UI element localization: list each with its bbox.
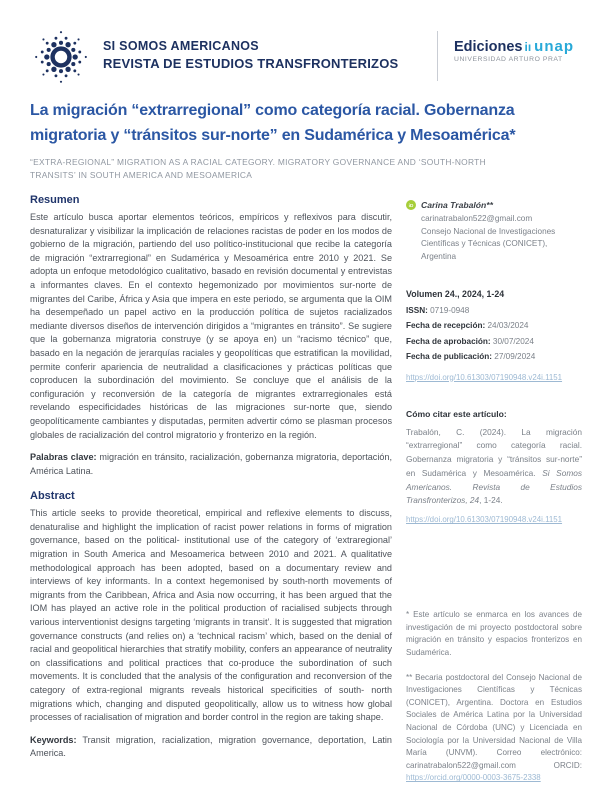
footnote-1: * Este artículo se enmarca en los avances de investigación de mi proyecto postdoctoral sobre migración en tránsito y espacios fronterizos en Sudamérica. [406, 610, 582, 658]
publisher-brand: unap [534, 38, 575, 55]
approval-line [406, 334, 582, 350]
publisher-name: Ediciones [454, 39, 523, 55]
reception-line [406, 318, 582, 334]
journal-sunburst-logo-icon [30, 26, 92, 88]
unap-mark-icon: iı [524, 40, 532, 54]
svg-text:iD: iD [408, 202, 414, 208]
how-to-cite [406, 409, 582, 526]
resumen-heading: Resumen [30, 194, 80, 206]
footnotes [406, 609, 582, 785]
orcid-icon[interactable] [406, 200, 416, 210]
orcid-link[interactable]: https://orcid.org/0000-0003-3675-2338 [406, 773, 541, 783]
journal-subtitle: REVISTA DE ESTUDIOS TRANSFRONTERIZOS [103, 56, 399, 71]
palabras-clave [30, 451, 392, 478]
publication-label: Fecha de publicación: [406, 352, 492, 361]
citation-journal-italic: Si Somos Americanos. Revista de Estudios Transfronterizos, 24 [406, 467, 582, 506]
journal-name: SI SOMOS AMERICANOS [103, 39, 259, 53]
cite-heading: Cómo citar este artículo: [406, 408, 507, 419]
keywords-label: Keywords: [30, 734, 77, 745]
palabras-clave-label: Palabras clave: [30, 452, 97, 463]
article-title-spanish: La migración “extrarregional” como categoría racial. Gobernanza migratoria y “tránsitos sur-norte” en Sudamérica y Mesoamérica* [30, 102, 516, 144]
footnote-2 [406, 672, 582, 785]
issn-line [406, 303, 582, 319]
citation-before: Trabalón, C. (2024). La migración “extrarregional” como categoría racial. Gobernanza migratoria y “tránsitos sur-norte” en Sudamérica y Mesoamérica. [406, 426, 582, 478]
abstract-column [30, 194, 392, 785]
citation-text [406, 426, 582, 509]
publisher-wordmark [454, 38, 582, 55]
approval-value: 30/07/2024 [492, 336, 534, 346]
content-columns [30, 194, 582, 785]
abstract-body: This article seeks to provide theoretical, empirical and reflexive elements to discuss, denaturalise and highlight the implication of racist power relations in forms of migration governance, based on the political- institutional use of the category of ‘extraregional’ migration in South America and Mesoamerica between 2010 and 2021. A qualitative methodological approach has been adopted, based on a documentary review and interviews of key informants. In a context hegemonised by south-north movements of migrants from the Caribbean, Africa and Asia now occurring, it has been argued that the IOM has played an active role in the political production of racialised subjects through various interventionist designs targeting ‘migrants in transit’. It is suggested that migration governance constructs (and relies on) a ‘technical racism’ which, based on the denial of racial and geopolitical hierarchies that stratify mobility, confers an appearance of neutrality on classifications and political practices that co-produce the subordination of such movements. It is concluded that the analysis of the configuration and reconversion of the category of extra-regional migrants reveals historical specificities of south- north migrations which, changing and disputed geopolitically, allow us to witness how global processes of racialisation of migration and border control in the region are taking shape. [30, 508, 392, 723]
doi-link[interactable]: https://doi.org/10.61303/07190948.v24i.1151 [406, 372, 563, 382]
footnote-2-text: ** Becaria postdoctoral del Consejo Nacional de Investigaciones Científicas y Técnicas (CONICET), Argentina. Doctora en Estudios Sociales de América Latina por la Universidad Nacional de Córdoba (UNC) y Licenciada en Sociología por la Universidad Nacional de Villa María (UNVM). Correo electrónico: carinatrabalon522@gmail.com ORCID: [406, 672, 582, 770]
publisher-university: UNIVERSIDAD ARTURO PRAT [454, 56, 563, 63]
reception-value: 24/03/2024 [487, 321, 529, 330]
author-email[interactable]: carinatrabalon522@gmail.com [421, 214, 533, 223]
reception-label: Fecha de recepción: [406, 321, 486, 330]
citation-doi-link[interactable]: https://doi.org/10.61303/07190948.v24i.1151 [406, 515, 563, 525]
publication-line [406, 349, 582, 365]
author-affiliation: Consejo Nacional de Investigaciones Científicas y Técnicas (CONICET), Argentina [421, 226, 556, 261]
palabras-clave-text: migración en tránsito, racialización, gobernanza migratoria, deportación, América Latina. [30, 452, 393, 476]
approval-label: Fecha de aprobación: [406, 336, 491, 346]
issn-label: ISSN: [406, 305, 428, 315]
publication-value: 27/09/2024 [494, 352, 536, 361]
keywords [30, 734, 392, 761]
citation-after: , 1-24. [479, 495, 503, 506]
author-name: Carina Trabalón** [421, 200, 493, 210]
volume-line: Volumen 24., 2024, 1-24 [406, 289, 505, 299]
keywords-text: Transit migration, racialization, migration governance, deportation, Latin America. [30, 734, 392, 759]
author-details [406, 213, 582, 263]
author-row [406, 200, 582, 210]
issn-value: 0719-0948 [430, 305, 470, 315]
resumen-body: Este artículo busca aportar elementos teóricos, empíricos y reflexivos para discutir, desnaturalizar y visibilizar la implicación de relaciones racistas de poder en los modos de gobierno de la migración, partiendo del uso político-institucional que recibe la categoría de migración “extrarregional” en Sudamérica y Mesoamérica entre 2010 y 2021. Se adopta un enfoque metodológico cualitativo, basado en revisión documental y entrevistas a informantes claves. En el contexto hegemonizado por movimientos sur-norte de migrantes del Caribe, África y Asia que impera en este periodo, se argumenta que la OIM ha desempeñado un papel activo en la producción política de sujetos racializados mediante diversos diseños de intervención dirigidos a “migrantes en tránsito”. Se sugiere que la gobernanza migratoria construye (y se apoya en) un “racismo técnico” que, basado en la negación de jerarquías raciales y geopolíticas que estratifican la movilidad, permite conferir apariencia de neutralidad a clasificaciones y prácticas políticas que coproducen la subordinación del movimiento. Se concluye que el análisis de la configuración y reconversión de la categoría de migrantes extrarregionales está revelando especificidades históricas de las migraciones sur-norte que, siendo geopolíticamente cambiantes y disputadas, permiten advertir cómo se plasman procesos globales de racialización del control migratorio y fronterizo en la región. [30, 212, 392, 440]
issue-metadata [406, 287, 582, 383]
header-divider [437, 31, 438, 81]
article-title-english: “EXTRA-REGIONAL” MIGRATION AS A RACIAL CATEGORY. MIGRATORY GOVERNANCE AND ‘SOUTH-NORTH TRANSITS’ IN SOUTH AMERICA AND MESOAMERICA [30, 157, 486, 180]
metadata-sidebar [406, 194, 582, 785]
publisher-logo [454, 38, 582, 63]
abstract-heading: Abstract [30, 490, 75, 503]
journal-header [30, 28, 582, 86]
journal-titles [103, 39, 398, 71]
